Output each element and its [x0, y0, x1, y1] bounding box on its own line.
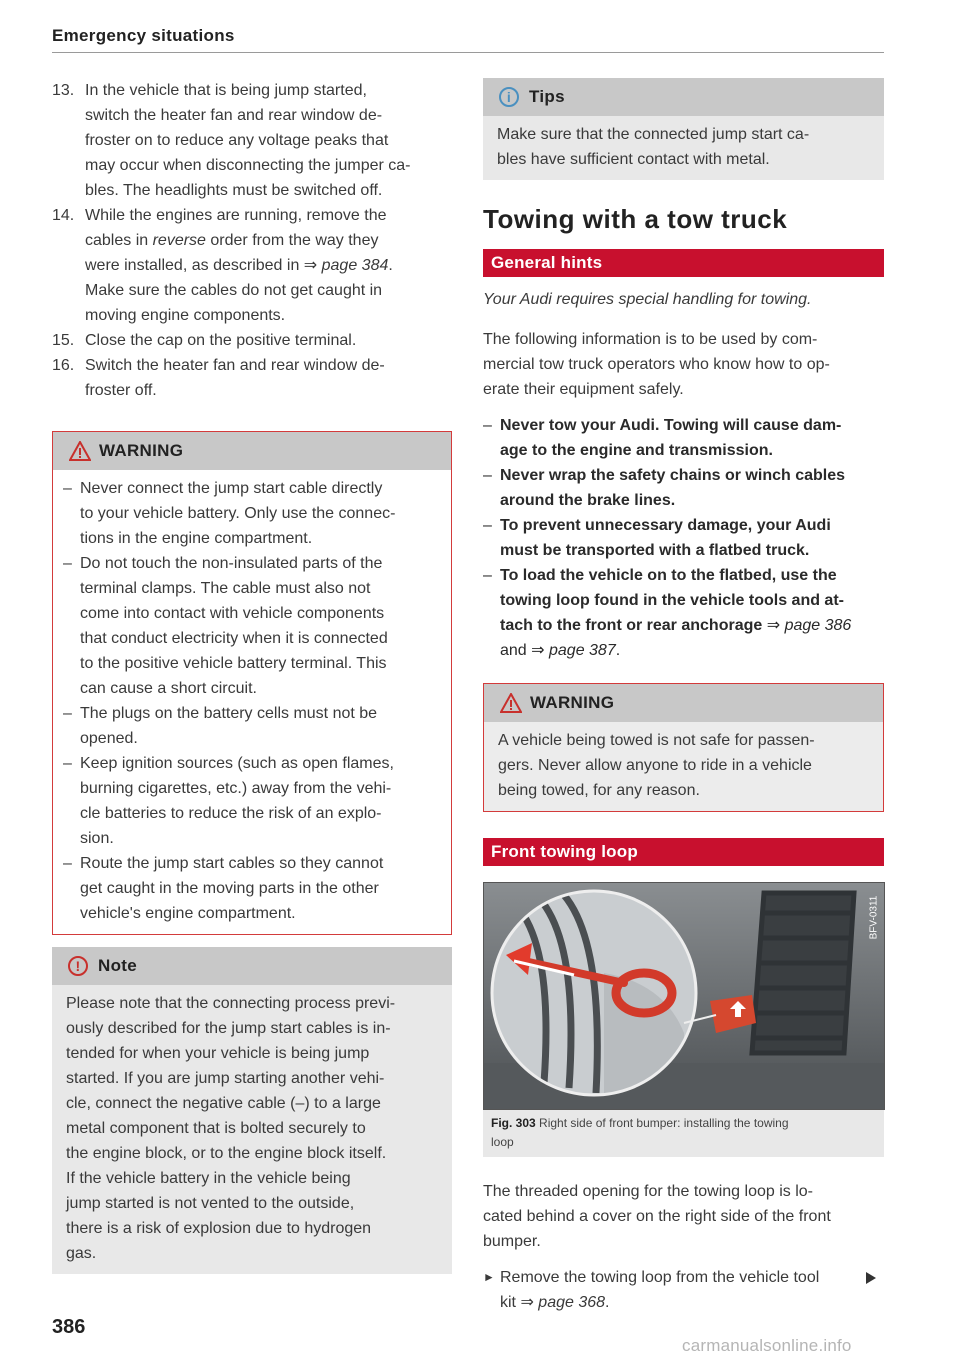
- step-14: [52, 203, 452, 328]
- figure-code: BFV-0311: [868, 895, 880, 939]
- page-ref-368[interactable]: ⇒ page 368: [520, 1294, 606, 1311]
- step-number: 16.: [52, 357, 75, 374]
- tips-header: [483, 78, 884, 116]
- figure-303: [483, 882, 884, 1157]
- warning-item: – Keep ignition sources (such as open flames, burning cigarettes, etc.) away from the vehi- cle batteries to reduce the risk of an explo- sion.: [63, 755, 394, 847]
- continue-arrow-icon: [866, 1272, 876, 1284]
- tips-box: [483, 78, 884, 180]
- subsection-front-towing-loop: Front towing loop: [483, 838, 884, 866]
- info-icon: i: [499, 87, 519, 107]
- intro-italic: Your Audi requires special handling for towing.: [483, 291, 812, 308]
- watermark: carmanualsonline.info: [682, 1336, 852, 1355]
- action-step: ► Remove the towing loop from the vehicle tool kit ⇒ page 368.: [483, 1265, 884, 1315]
- step-15: [52, 328, 452, 353]
- step-line: cables in: [85, 232, 153, 249]
- step-line: moving engine components.: [85, 307, 286, 324]
- towing-rule: – Never wrap the safety chains or winch cables around the brake lines.: [483, 467, 846, 509]
- warning-box-jumpstart: [52, 431, 452, 935]
- subsection-general-hints: General hints: [483, 249, 884, 277]
- step-line: froster on to reduce any voltage peaks that: [85, 132, 389, 149]
- bumper-illustration: [484, 883, 884, 1109]
- note-header: [52, 947, 452, 985]
- step-number: 15.: [52, 332, 75, 349]
- note-exclamation-icon: !: [68, 956, 88, 976]
- step-line: switch the heater fan and rear window de-: [85, 107, 383, 124]
- step-line: In the vehicle that is being jump started,: [85, 82, 367, 99]
- warning-body: [53, 470, 451, 934]
- tips-body: [483, 116, 884, 180]
- steps-list: [52, 78, 452, 403]
- towing-rules-list: [483, 413, 884, 663]
- warning-item: – Route the jump start cables so they cannot get caught in the moving parts in the other vehicle's engine compartment.: [63, 855, 384, 922]
- step-line: .: [388, 257, 393, 274]
- header-rule: [52, 52, 884, 53]
- figure-code-container: [867, 889, 881, 945]
- step-13: [52, 78, 452, 203]
- towing-rule: – Never tow your Audi. Towing will cause dam- age to the engine and transmission.: [483, 417, 842, 459]
- info-paragraph: The following information is to be used by com- mercial tow truck operators who know how to op- erate their equipment safely.: [483, 331, 830, 398]
- page-ref-387[interactable]: ⇒ page 387: [531, 642, 616, 659]
- warning-header: [484, 684, 883, 722]
- page-header: [52, 26, 884, 46]
- step-line: bles. The headlights must be switched off.: [85, 182, 383, 199]
- section-title: Towing with a tow truck: [483, 204, 788, 234]
- warning-title: WARNING: [530, 693, 615, 712]
- towing-loop-paragraph: The threaded opening for the towing loop is lo- cated behind a cover on the right side of the front bumper.: [483, 1183, 831, 1250]
- step-line: were installed, as described in: [85, 257, 304, 274]
- warning-item: – Never connect the jump start cable directly to your vehicle battery. Only use the connec- tions in the engine compartment.: [63, 480, 396, 547]
- warning-title: WARNING: [99, 441, 184, 460]
- note-box: [52, 947, 452, 1274]
- caption-text: Right side of front bumper: installing the towing: [539, 1116, 789, 1130]
- step-line: Close the cap on the positive terminal.: [85, 332, 357, 349]
- step-line: While the engines are running, remove the: [85, 207, 387, 224]
- action-bullet-icon: ►: [483, 1270, 495, 1284]
- step-line: may occur when disconnecting the jumper ca-: [85, 157, 411, 174]
- step-number: 14.: [52, 207, 75, 224]
- tips-text: Make sure that the connected jump start ca- bles have sufficient contact with metal.: [497, 126, 810, 168]
- page-ref-384[interactable]: ⇒ page 384: [303, 257, 389, 274]
- warning-box-towing: [483, 683, 884, 812]
- step-line: Switch the heater fan and rear window de-: [85, 357, 385, 374]
- figure-label: Fig. 303: [491, 1116, 536, 1130]
- note-body: [52, 985, 452, 1274]
- warning-triangle-icon: [500, 693, 522, 713]
- step-emphasis: reverse: [152, 232, 206, 249]
- note-text: Please note that the connecting process previ- ously described for the jump start cables is in- tended for when your vehicle is being jump started. If you are jump starting another vehi- cle, connect the negative cable (–) to a large metal component that is bolted securely to the engine block, or to the engine block itself. If the vehicle battery in the vehicle being jump started is not vented to the outside, there is a risk of explosion due to hydrogen gas.: [66, 995, 396, 1262]
- warning-item: – The plugs on the battery cells must not be opened.: [63, 705, 378, 747]
- step-number: 13.: [52, 82, 75, 99]
- tips-title: Tips: [529, 87, 565, 106]
- figure-image: [483, 882, 885, 1110]
- warning-triangle-icon: [69, 441, 91, 461]
- towing-rule: – To prevent unnecessary damage, your Audi must be transported with a flatbed truck.: [483, 517, 831, 559]
- page-ref-386[interactable]: ⇒ page 386: [766, 617, 852, 634]
- step-line: Make sure the cables do not get caught in: [85, 282, 383, 299]
- warning-body: A vehicle being towed is not safe for passen- gers. Never allow anyone to ride in a vehicle being towed, for any reason.: [498, 732, 815, 799]
- right-column: [483, 78, 884, 1315]
- note-title: Note: [98, 956, 137, 975]
- step-16: [52, 353, 452, 403]
- left-column: [52, 78, 452, 1274]
- figure-caption: [483, 1110, 884, 1157]
- step-line: froster off.: [85, 382, 157, 399]
- page-number: 386: [52, 1316, 86, 1338]
- warning-header: [53, 432, 451, 470]
- step-line: order from the way they: [205, 232, 379, 249]
- header-title: Emergency situations: [52, 26, 235, 45]
- warning-item: – Do not touch the non-insulated parts of the terminal clamps. The cable must also not come into contact with vehicle components that conduct electricity when it is connected to the positive vehicle battery terminal. This can cause a short circuit.: [63, 555, 388, 697]
- caption-text: loop: [491, 1135, 514, 1149]
- towing-rule: – To load the vehicle on to the flatbed, use the towing loop found in the vehicle tools and at- tach to the front or rear anchorage ⇒ page 386 and ⇒ page 387.: [483, 567, 852, 659]
